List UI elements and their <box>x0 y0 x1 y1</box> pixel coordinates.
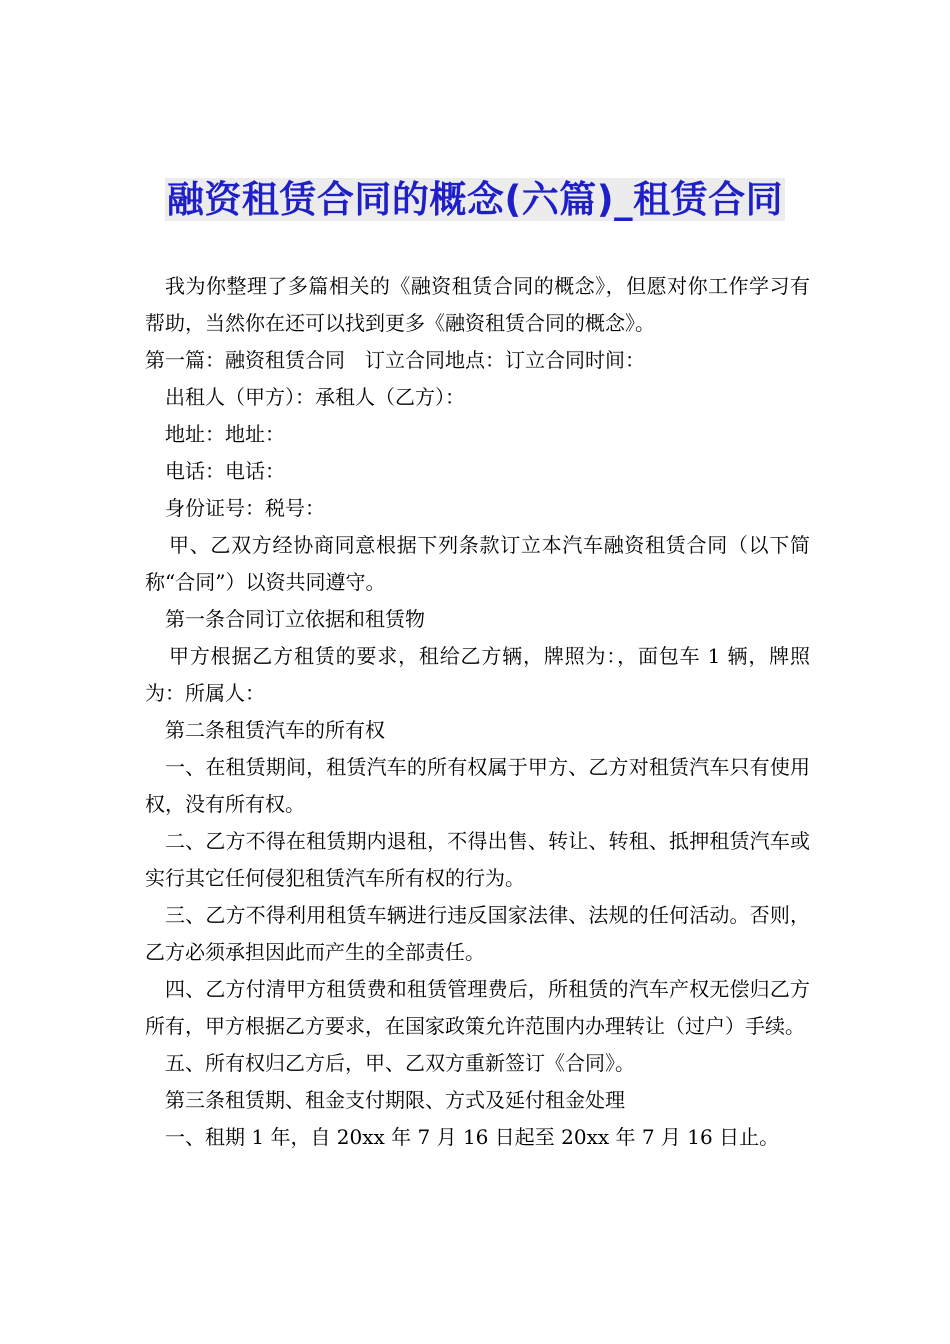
paragraph-article-two-item-1: 一、在租赁期间，租赁汽车的所有权属于甲方、乙方对租赁汽车只有使用权，没有所有权。 <box>145 755 810 816</box>
paragraph-article-two-item-4: 四、乙方付清甲方租赁费和租赁管理费后，所租赁的汽车产权无偿归乙方所有，甲方根据乙方要求，在国家政策允许范围内办理转让（过户）手续。 <box>145 977 810 1038</box>
paragraph-address: 地址：地址： <box>165 422 285 446</box>
paragraph-article-two-item-2: 二、乙方不得在租赁期内退租，不得出售、转让、转租、抵押租赁汽车或实行其它任何侵犯租赁汽车所有权的行为。 <box>145 829 810 890</box>
paragraph-phone: 电话：电话： <box>165 459 285 483</box>
document-title <box>0 176 950 224</box>
paragraph-article-two-item-3: 三、乙方不得利用租赁车辆进行违反国家法律、法规的任何活动。否则，乙方必须承担因此而产生的全部责任。 <box>145 903 810 964</box>
paragraph-article-two: 第二条租赁汽车的所有权 <box>165 718 385 742</box>
paragraph-article-three: 第三条租赁期、租金支付期限、方式及延付租金处理 <box>165 1088 625 1112</box>
paragraph-section-one-heading: 第一篇：融资租赁合同 订立合同地点：订立合同时间： <box>145 348 645 372</box>
paragraph-article-three-item-1: 一、租期 1 年，自 20xx 年 7 月 16 日起至 20xx 年 7 月 16 日止。 <box>165 1125 780 1149</box>
paragraph-article-two-item-5: 五、所有权归乙方后，甲、乙双方重新签订《合同》。 <box>165 1051 635 1075</box>
paragraph-agreement: 甲、乙双方经协商同意根据下列条款订立本汽车融资租赁合同（以下简称“合同”）以资共同遵守。 <box>145 533 810 594</box>
paragraph-intro: 我为你整理了多篇相关的《融资租赁合同的概念》，但愿对你工作学习有帮助，当然你在还可以找到更多《融资租赁合同的概念》。 <box>145 274 810 335</box>
document-body <box>145 268 810 1156</box>
title-text: 融资租赁合同的概念(六篇)_租赁合同 <box>166 178 784 221</box>
paragraph-article-one: 第一条合同订立依据和租赁物 <box>165 607 425 631</box>
paragraph-id-tax: 身份证号：税号： <box>165 496 325 520</box>
paragraph-parties: 出租人（甲方）：承租人（乙方）： <box>165 385 465 409</box>
paragraph-article-one-body: 甲方根据乙方租赁的要求，租给乙方辆，牌照为：，面包车 1 辆，牌照为：所属人： <box>145 644 810 705</box>
